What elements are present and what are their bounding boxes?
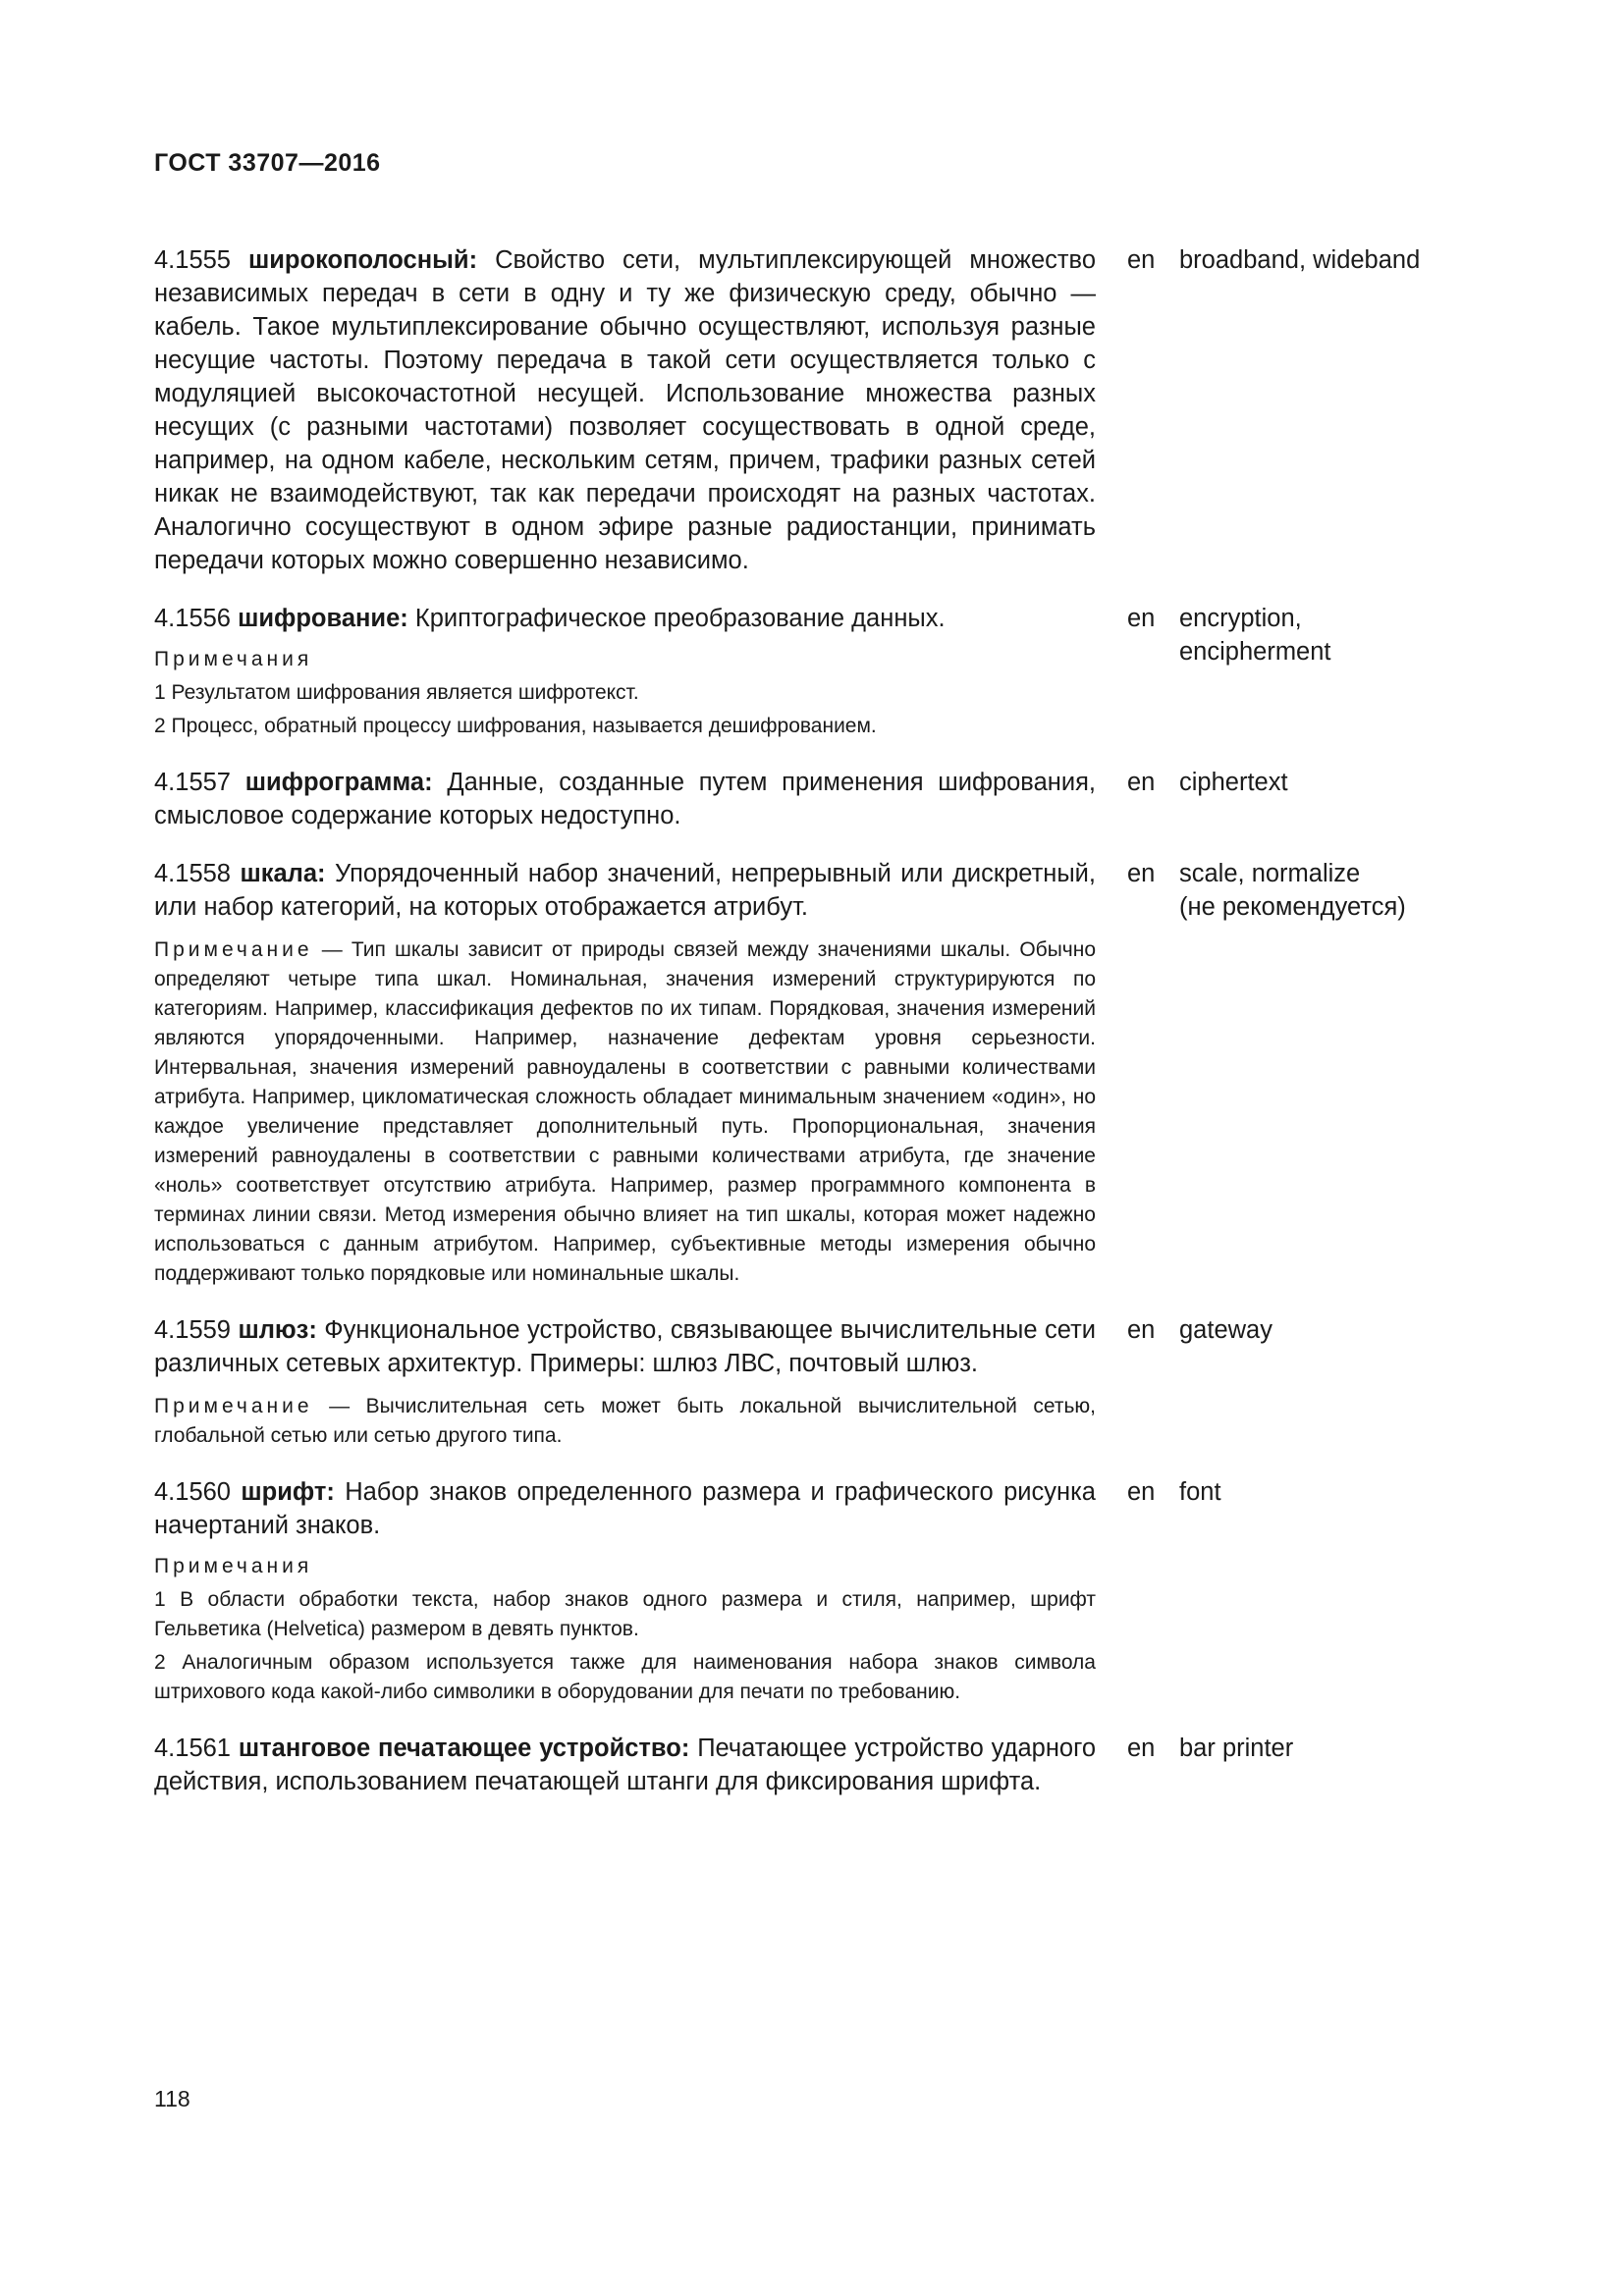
language-code: en — [1127, 1735, 1156, 1762]
english-equivalent: bar printer — [1179, 1735, 1294, 1762]
term-number: 4.1555 — [154, 246, 231, 274]
term-column — [154, 766, 1096, 832]
language-code: en — [1127, 246, 1156, 274]
english-equivalent: encryption, encipherment — [1179, 605, 1331, 666]
english-equivalent: scale, normalize (не рекомендуется) — [1179, 860, 1406, 921]
term-name: шрифт: — [241, 1478, 335, 1506]
notes-label: Примечания — [154, 648, 313, 670]
language-code: en — [1127, 605, 1156, 632]
term-name: штанговое печатающее устройство: — [238, 1735, 690, 1762]
term-definition — [154, 857, 1096, 924]
note-text: — Тип шкалы зависит от природы связей между значениями шкалы. Обычно определяют четыре типа шкал. Номинальная, значения измерений структурируются по категориям. Например, классификация дефектов по их типам. Порядковая, значения измерений являются упорядоченными. Например, назначение дефектам уровня серьезности. Интервальная, значения измерений равноудалены в соответствии с равными количествами атрибута. Например, цикломатическая сложность обладает минимальным значением «один», но каждое увеличение представляет дополнительный путь. Пропорциональная, значения измерений равноудалены в соответствии с равными количествами атрибута, где значение «ноль» соответствует отсутствию атрибута. Например, размер программного компонента в терминах линии связи. Метод измерения обычно влияет на тип шкалы, которая может надежно использоваться с данным атрибутом. Например, субъективные методы измерения обычно поддерживают только порядковые или номинальные шкалы. — [154, 938, 1097, 1285]
term-entry-4-1558 — [154, 857, 1529, 1289]
note-item: 1 В области обработки текста, набор знаков одного размера и стиля, например, шрифт Гельветика (Helvetica) размером в девять пунктов. — [154, 1588, 1096, 1640]
english-equivalent: broadband, wideband — [1179, 246, 1421, 274]
definition-text: Печатающее устройство ударного действия, использованием печатающей штанги для фиксирования шрифта. — [154, 1735, 1097, 1795]
note-item: 1 Результатом шифрования является шифротекст. — [154, 681, 639, 704]
definition-text: Набор знаков определенного размера и графического рисунка начертаний знаков. — [154, 1478, 1096, 1539]
term-entry-4-1560 — [154, 1475, 1529, 1707]
term-number: 4.1556 — [154, 605, 231, 632]
language-code: en — [1127, 1316, 1156, 1344]
term-name: шкала: — [240, 860, 326, 887]
term-column — [154, 857, 1096, 1289]
term-entry-4-1561 — [154, 1732, 1529, 1798]
english-equivalent: ciphertext — [1179, 769, 1288, 796]
term-name: шифрограмма: — [244, 769, 433, 796]
term-column — [154, 1732, 1096, 1798]
term-number: 4.1559 — [154, 1316, 231, 1344]
note-label: Примечание — [154, 1395, 313, 1417]
definition-text: Упорядоченный набор значений, непрерывный или дискретный, или набор категорий, на которых отображается атрибут. — [154, 860, 1096, 921]
term-entry-4-1556 — [154, 602, 1529, 741]
term-definition — [154, 243, 1096, 577]
note-item: 2 Аналогичным образом используется также для наименования набора знаков символа штрихового кода какой-либо символики в оборудовании для печати по требованию. — [154, 1651, 1096, 1703]
term-number: 4.1561 — [154, 1735, 231, 1762]
note-text: — Вычислительная сеть может быть локальной вычислительной сетью, глобальной сетью или сетью другого типа. — [154, 1395, 1096, 1447]
definition-text: Данные, созданные путем применения шифрования, смысловое содержание которых недоступно. — [154, 769, 1096, 829]
definition-text: Свойство сети, мультиплексирующей множество независимых передач в сети в одну и ту же физическую среду, обычно — кабель. Такое мультиплексирование обычно осуществляют, используя разные несущие частоты. Поэтому передача в такой сети осуществляется только с модуляцией высокочастотной несущей. Использование множества разных несущих (с разными частотами) позволяет сосуществовать в одной среде, например, на одном кабеле, нескольким сетям, причем, трафики разных сетей никак не взаимодействуют, так как передачи происходят на разных частотах. Аналогично сосуществуют в одном эфире разные радиостанции, принимать передачи которых можно совершенно независимо. — [154, 246, 1097, 574]
english-equivalent: font — [1179, 1478, 1221, 1506]
definition-text: Криптографическое преобразование данных. — [414, 605, 946, 632]
language-code: en — [1127, 769, 1156, 796]
page-number: 118 — [154, 2086, 190, 2111]
note-paragraph — [154, 1392, 1096, 1451]
term-definition — [154, 1732, 1096, 1798]
term-column — [154, 243, 1096, 577]
english-equivalent: gateway — [1179, 1316, 1272, 1344]
term-column — [154, 602, 1096, 741]
term-name: шифрование: — [238, 605, 408, 632]
term-column — [154, 1475, 1096, 1707]
document-header: ГОСТ 33707—2016 — [154, 149, 381, 177]
term-entry-4-1557 — [154, 766, 1529, 832]
term-name: широкополосный: — [248, 246, 478, 274]
term-column — [154, 1313, 1096, 1451]
note-item: 2 Процесс, обратный процессу шифрования, называется дешифрованием. — [154, 715, 877, 737]
language-code: en — [1127, 1478, 1156, 1506]
term-name: шлюз: — [238, 1316, 317, 1344]
notes-label: Примечания — [154, 1555, 313, 1577]
note-paragraph — [154, 935, 1096, 1289]
term-entry-4-1555 — [154, 243, 1529, 577]
note-label: Примечание — [154, 938, 313, 961]
term-number: 4.1560 — [154, 1478, 231, 1506]
term-entry-4-1559 — [154, 1313, 1529, 1451]
term-definition — [154, 766, 1096, 832]
term-number: 4.1557 — [154, 769, 231, 796]
term-definition — [154, 1475, 1096, 1542]
term-definition — [154, 602, 1096, 635]
term-entries — [154, 243, 1529, 1823]
language-code: en — [1127, 860, 1156, 887]
definition-text: Функциональное устройство, связывающее вычислительные сети различных сетевых архитектур. Примеры: шлюз ЛВС, почтовый шлюз. — [154, 1316, 1096, 1377]
term-definition — [154, 1313, 1096, 1380]
term-number: 4.1558 — [154, 860, 231, 887]
